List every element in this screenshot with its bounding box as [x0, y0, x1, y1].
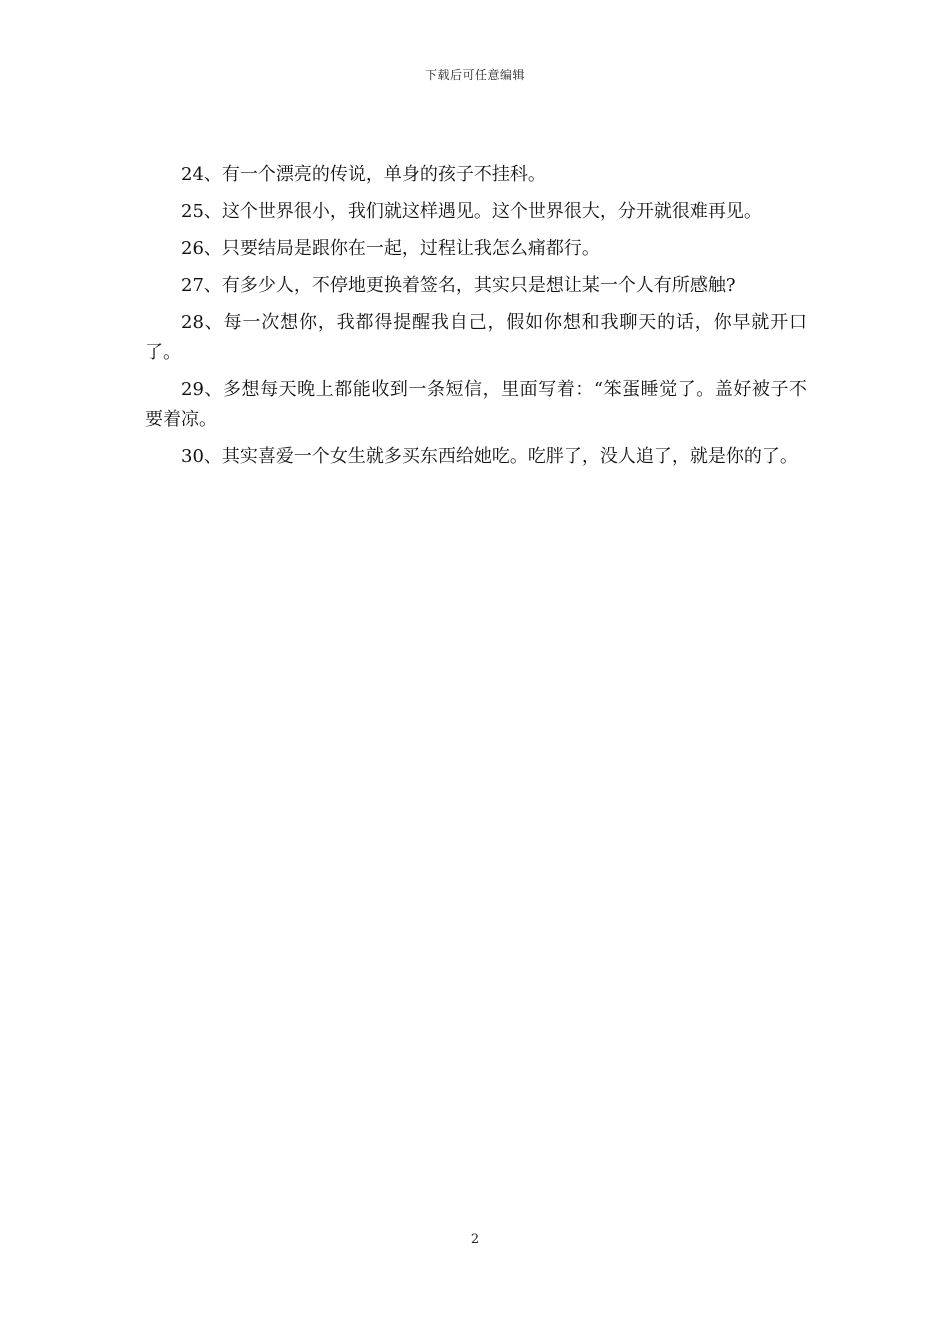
paragraph-26: 26、只要结局是跟你在一起，过程让我怎么痛都行。 — [181, 238, 600, 259]
paragraph-24: 24、有一个漂亮的传说，单身的孩子不挂科。 — [181, 164, 546, 185]
paragraph-29: 29、多想每天晚上都能收到一条短信，里面写着：“笨蛋睡觉了。盖好被子不要着凉。 — [145, 379, 807, 430]
paragraph-25: 25、这个世界很小，我们就这样遇见。这个世界很大，分开就很难再见。 — [181, 201, 762, 222]
header-note: 下载后可任意编辑 — [424, 68, 525, 82]
paragraph-28: 28、每一次想你，我都得提醒我自己，假如你想和我聊天的话，你早就开口了。 — [145, 312, 807, 363]
paragraph-30: 30、其实喜爱一个女生就多买东西给她吃。吃胖了，没人追了，就是你的了。 — [181, 446, 798, 467]
paragraph-27: 27、有多少人，不停地更换着签名，其实只是想让某一个人有所感触? — [181, 275, 736, 296]
body-text — [145, 160, 807, 479]
page-number: 2 — [470, 1232, 480, 1247]
